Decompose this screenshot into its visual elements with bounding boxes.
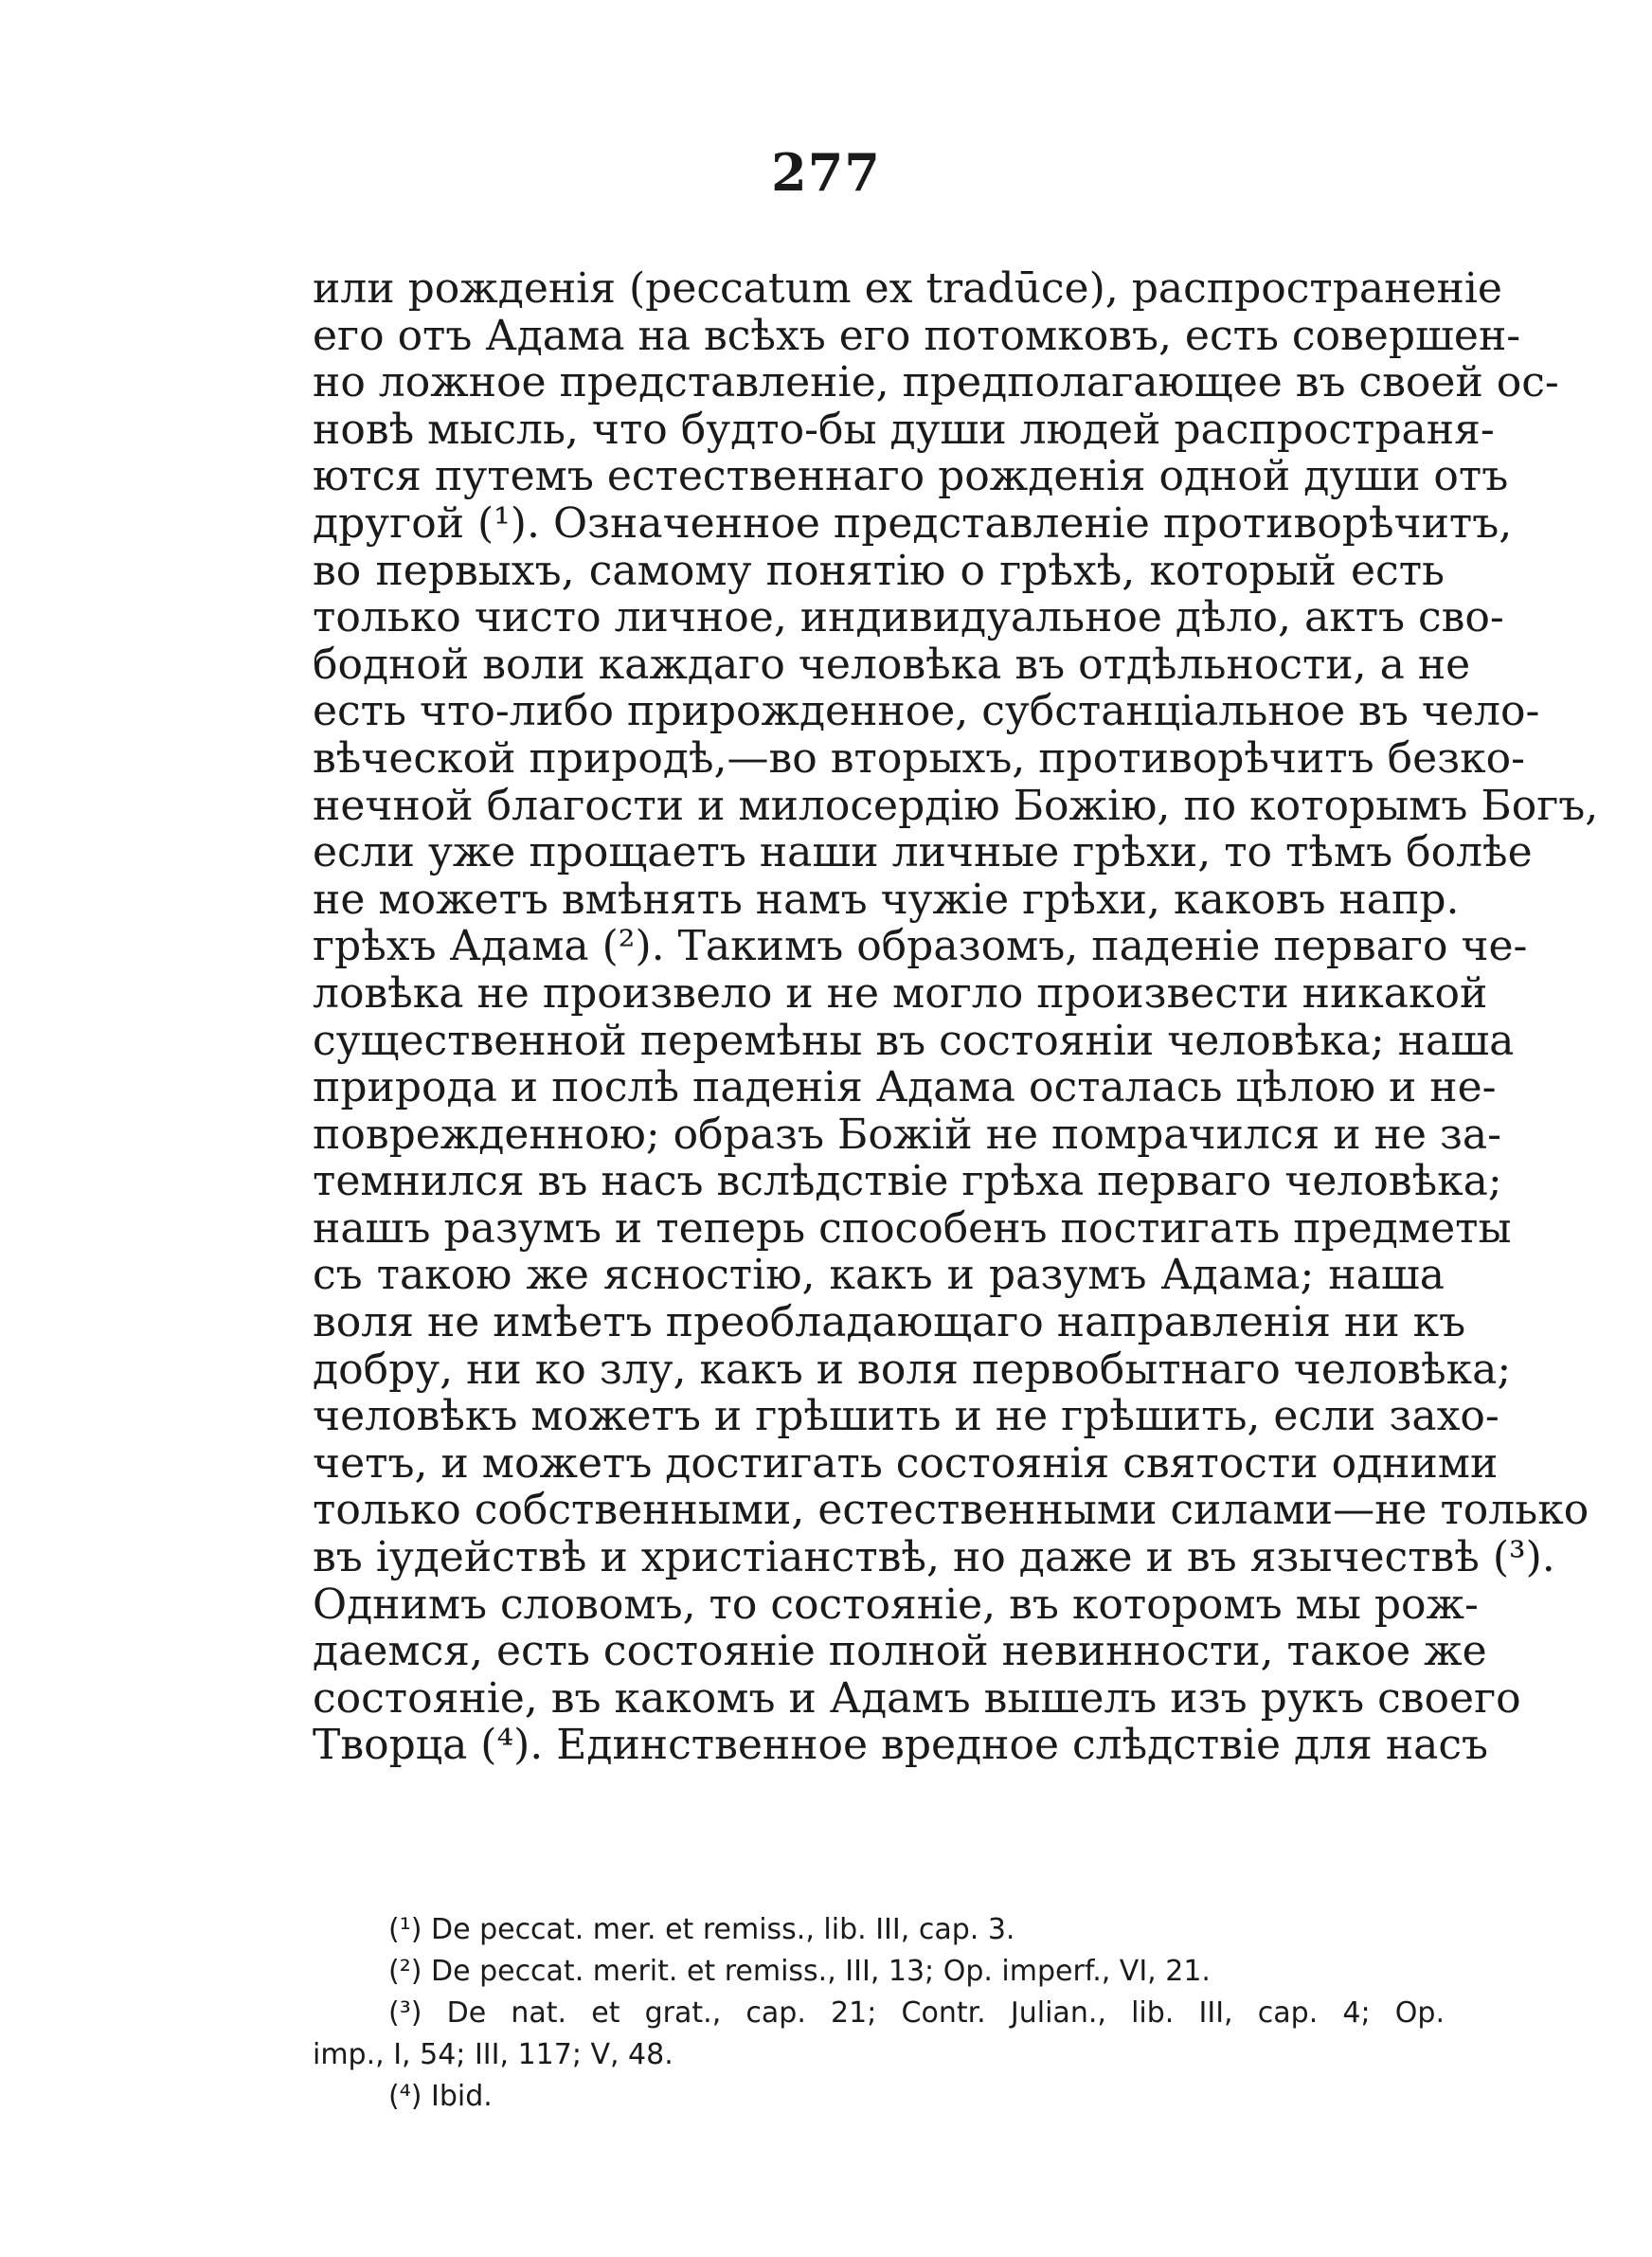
body-line: Однимъ словомъ, то состояніе, въ которомъ мы рож- bbox=[313, 1580, 1479, 1629]
body-line: нечной благости и милосердію Божію, по которымъ Богъ, bbox=[313, 781, 1599, 830]
body-line: четъ, и можетъ достигать состоянія святости одними bbox=[313, 1438, 1499, 1488]
page-number: 277 bbox=[771, 142, 881, 203]
footnote-4: (⁴) Ibid. bbox=[388, 2080, 493, 2113]
body-line: бодной воли каждаго человѣка въ отдѣльности, а не bbox=[313, 640, 1471, 689]
body-text bbox=[313, 264, 1599, 1770]
body-line: только чисто личное, индивидуальное дѣло, актъ сво- bbox=[313, 593, 1504, 642]
body-line: даемся, есть состояніе полной невинности, такое же bbox=[313, 1627, 1487, 1676]
body-line: съ такою же ясностію, какъ и разумъ Адама; наша bbox=[313, 1251, 1445, 1300]
body-line: существенной перемѣны въ состояніи человѣка; наша bbox=[313, 1016, 1515, 1065]
body-line: нашъ разумъ и теперь способенъ постигать предметы bbox=[313, 1203, 1512, 1253]
body-line: грѣхъ Адама (²). Такимъ образомъ, паденіе перваго че- bbox=[313, 922, 1528, 971]
body-line: состояніе, въ какомъ и Адамъ вышелъ изъ рукъ своего bbox=[313, 1673, 1521, 1723]
body-line: ловѣка не произвело и не могло произвести никакой bbox=[313, 968, 1488, 1018]
body-line: ются путемъ естественнаго рожденія одной души отъ bbox=[313, 452, 1509, 501]
body-line: поврежденною; образъ Божій не помрачился и не за- bbox=[313, 1110, 1502, 1159]
footnote-3: (³) De nat. et grat., cap. 21; Contr. Julian., lib. III, cap. 4; Op. bbox=[388, 1996, 1445, 2030]
body-line: природа и послѣ паденія Адама осталась цѣлою и не- bbox=[313, 1063, 1497, 1112]
footnote-1: (¹) De peccat. mer. et remiss., lib. III, cap. 3. bbox=[388, 1913, 1015, 1946]
body-line: Творца (⁴). Единственное вредное слѣдствіе для насъ bbox=[313, 1721, 1489, 1770]
body-line: или рожденія (peccatum ex tradūce), распространеніе bbox=[313, 264, 1502, 313]
body-line: темнился въ насъ вслѣдствіе грѣха перваго человѣка; bbox=[313, 1157, 1502, 1206]
body-line: въ іудействѣ и христіанствѣ, но даже и въ язычествѣ (³). bbox=[313, 1533, 1555, 1582]
body-line: не можетъ вмѣнять намъ чужіе грѣхи, каковъ напр. bbox=[313, 875, 1460, 924]
body-line: есть что-либо прирожденное, субстанціальное въ чело- bbox=[313, 687, 1540, 736]
body-line: во первыхъ, самому понятію о грѣхѣ, который есть bbox=[313, 546, 1445, 595]
body-line: новѣ мысль, что будто-бы души людей распространя- bbox=[313, 405, 1495, 454]
body-line: добру, ни ко злу, какъ и воля первобытнаго человѣка; bbox=[313, 1345, 1512, 1394]
footnote-3-continuation: imp., I, 54; III, 117; V, 48. bbox=[313, 2038, 673, 2071]
footnote-2: (²) De peccat. merit. et remiss., III, 13; Op. imperf., VI, 21. bbox=[388, 1955, 1211, 1988]
body-line: человѣкъ можетъ и грѣшить и не грѣшить, если захо- bbox=[313, 1392, 1499, 1441]
body-line: если уже прощаетъ наши личные грѣхи, то тѣмъ болѣе bbox=[313, 828, 1533, 877]
body-line: но ложное представленіе, предполагающее въ своей ос- bbox=[313, 358, 1559, 407]
body-line: только собственными, естественными силами—не только bbox=[313, 1486, 1589, 1535]
body-line: его отъ Адама на всѣхъ его потомковъ, есть совершен- bbox=[313, 311, 1521, 360]
body-line: воля не имѣетъ преобладающаго направленія ни къ bbox=[313, 1298, 1466, 1347]
footnotes bbox=[313, 1909, 1445, 2118]
body-line: вѣческой природѣ,—во вторыхъ, противорѣчитъ безко- bbox=[313, 733, 1526, 783]
body-line: другой (¹). Означенное представленіе противорѣчитъ, bbox=[313, 498, 1513, 548]
